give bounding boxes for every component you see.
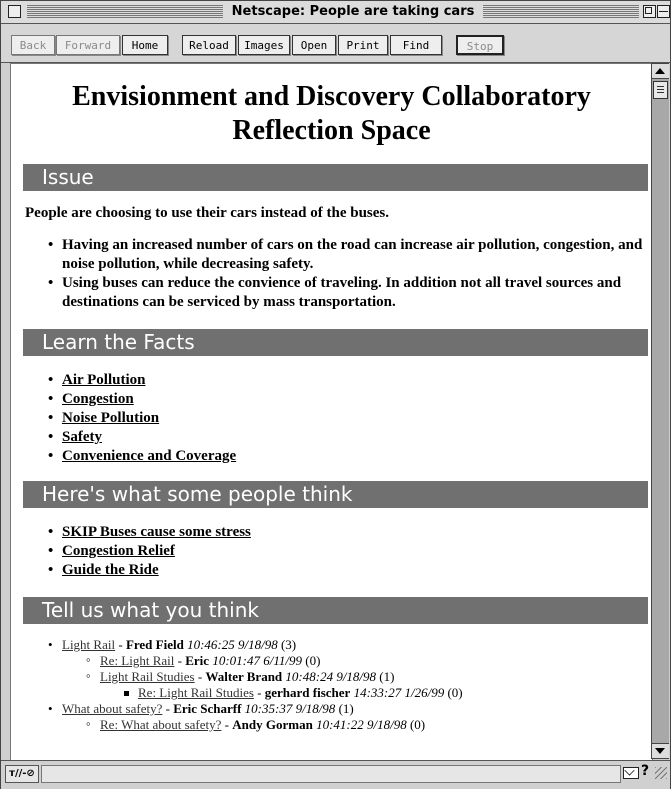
thread-post: Re: Light Rail Studies - gerhard fischer 14:33:27 1/26/99 (0) [11, 685, 652, 701]
post-time: 10:35:37 9/18/98 [244, 701, 336, 716]
post-time: 10:01:47 6/11/99 [212, 653, 302, 668]
page-title-line-2: Reflection Space [232, 115, 431, 146]
find-button[interactable]: Find [390, 35, 442, 55]
section-heading-opinions: Here's what some people think [23, 481, 648, 508]
issue-statement: People are choosing to use their cars instead of the buses. [25, 205, 390, 221]
opinion-links [11, 523, 652, 580]
section-heading-facts: Learn the Facts [23, 329, 648, 356]
post-subject-link[interactable]: Light Rail [62, 637, 116, 652]
post-subject-link[interactable]: What about safety? [62, 701, 163, 716]
post-author: Fred Field [125, 637, 184, 652]
post-reply-count: (0) [447, 685, 463, 700]
reload-button[interactable]: Reload [182, 35, 236, 55]
fact-link-noise-pollution[interactable]: • Noise Pollution [11, 409, 652, 428]
navigation-toolbar [1, 24, 670, 63]
open-button[interactable]: Open [292, 35, 336, 55]
resize-grip-icon[interactable] [655, 767, 667, 779]
page-title [11, 80, 652, 148]
post-author: Walter Brand [205, 669, 283, 684]
section-heading-issue: Issue [23, 164, 648, 191]
title-stripes-left [27, 5, 223, 18]
thread-post: ◦ Light Rail Studies - Walter Brand 10:48:24 9/18/98 (1) [11, 669, 652, 685]
forward-button[interactable]: Forward [56, 35, 120, 55]
post-reply-count: (0) [409, 717, 426, 732]
post-time: 14:33:27 1/26/99 [353, 685, 445, 700]
discussion-thread [11, 637, 652, 733]
opinion-link-guide-the-ride[interactable]: • Guide the Ride [11, 561, 652, 580]
opinion-link-congestion-relief[interactable]: • Congestion Relief [11, 542, 652, 561]
post-reply-count: (1) [379, 669, 395, 684]
images-button[interactable]: Images [238, 35, 290, 55]
post-reply-count: (3) [280, 637, 297, 652]
scroll-thumb[interactable] [653, 81, 668, 99]
back-button[interactable]: Back [11, 35, 55, 55]
thread-post: ◦ Re: Light Rail - Eric 10:01:47 6/11/99 (0) [11, 653, 652, 669]
title-bar[interactable] [1, 1, 670, 24]
fact-link-congestion[interactable]: • Congestion [11, 390, 652, 409]
post-author: gerhard fischer [264, 685, 351, 700]
fact-link-safety[interactable]: • Safety [11, 428, 652, 447]
mail-icon[interactable] [623, 767, 639, 779]
issue-points [11, 236, 652, 312]
status-message-field [41, 765, 621, 783]
opinion-link-skip-buses[interactable]: • SKIP Buses cause some stress [11, 523, 652, 542]
post-subject-link[interactable]: Light Rail Studies [100, 669, 195, 684]
security-icon[interactable]: ᴛ//-⊘ [5, 765, 39, 783]
fact-link-convenience[interactable]: • Convenience and Coverage [11, 447, 652, 466]
post-author: Eric Scharff [173, 701, 242, 716]
post-time: 10:46:25 9/18/98 [187, 637, 278, 652]
post-reply-count: (0) [305, 653, 321, 668]
scroll-up-arrow-icon[interactable] [652, 63, 669, 79]
thread-post: ◦ Re: What about safety? - Andy Gorman 10:41:22 9/18/98 (0) [11, 717, 652, 733]
post-author: Andy Gorman [232, 717, 313, 732]
status-bar [1, 760, 670, 789]
post-reply-count: (1) [338, 701, 354, 716]
fact-link-air-pollution[interactable]: • Air Pollution [11, 371, 652, 390]
issue-point: • Using buses can reduce the convience of traveling. In addition not all travel sources and destinations can be serviced by mass transportation. [11, 274, 652, 312]
thread-post: • What about safety? - Eric Scharff 10:35:37 9/18/98 (1) [11, 701, 652, 717]
post-subject-link[interactable]: Re: What about safety? [100, 717, 222, 732]
post-subject-link[interactable]: Re: Light Rail Studies [138, 685, 254, 700]
post-time: 10:41:22 9/18/98 [316, 717, 407, 732]
issue-point: • Having an increased number of cars on the road can increase air pollution, congestion, and noise pollution, while decreasing safety. [11, 236, 652, 274]
stop-button[interactable]: Stop [456, 35, 504, 55]
home-button[interactable]: Home [122, 35, 168, 55]
page-title-line-1: Envisionment and Discovery Collaboratory [72, 81, 591, 112]
post-subject-link[interactable]: Re: Light Rail [100, 653, 175, 668]
window-title: Netscape: People are taking cars [227, 3, 479, 21]
print-button[interactable]: Print [338, 35, 388, 55]
scroll-down-arrow-icon[interactable] [652, 743, 669, 759]
zoom-box-icon[interactable] [643, 5, 656, 18]
help-icon[interactable]: ? [641, 763, 650, 779]
post-time: 10:48:24 9/18/98 [285, 669, 377, 684]
post-author: Eric [185, 653, 210, 668]
section-heading-tell: Tell us what you think [23, 597, 648, 624]
vertical-scrollbar[interactable] [651, 63, 669, 759]
title-stripes-right [483, 5, 639, 18]
collapse-box-icon[interactable] [657, 5, 670, 18]
facts-links [11, 371, 652, 466]
close-box-icon[interactable] [8, 5, 21, 18]
page-content [10, 63, 653, 761]
thread-post: • Light Rail - Fred Field 10:46:25 9/18/98 (3) [11, 637, 652, 653]
